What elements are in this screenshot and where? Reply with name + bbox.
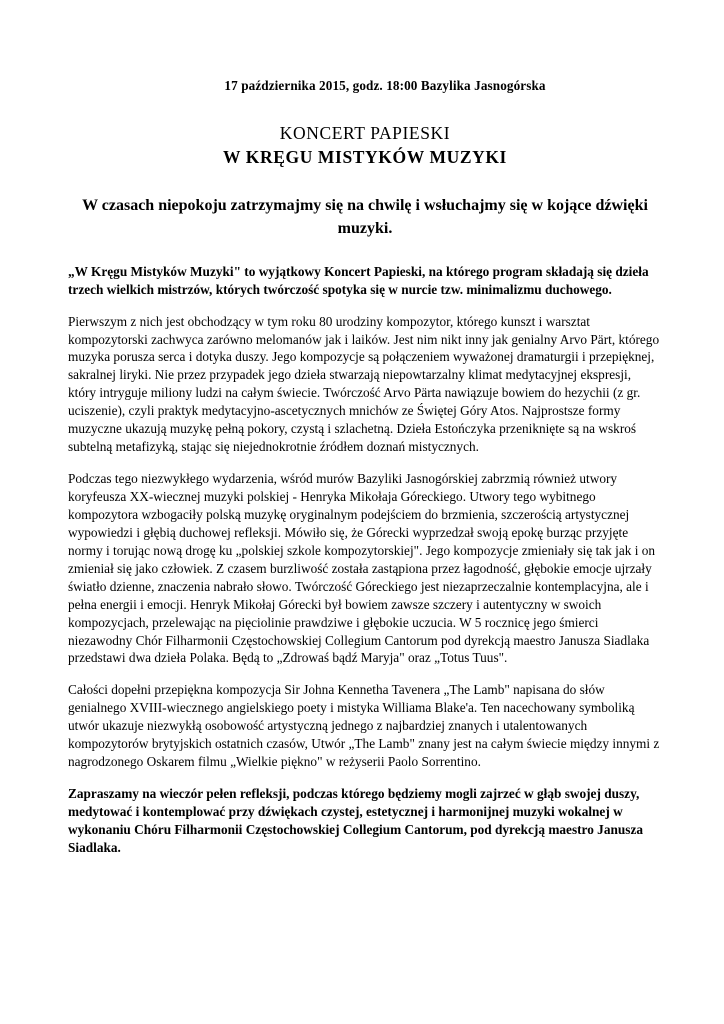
- paragraph-invitation: Zapraszamy na wieczór pełen refleksji, podczas którego będziemy mogli zajrzeć w głąb swojej duszy, medytować i kontemplować przy dźwiękach czystej, estetycznej i harmonijnej muzyki wokalnej w wykonaniu Chóru Filharmonii Częstochowskiej Collegium Cantorum, pod dyrekcją maestro Janusza Siadlaka.: [68, 786, 643, 855]
- paragraph-intro: „W Kręgu Mistyków Muzyki" to wyjątkowy Koncert Papieski, na którego program składają się dzieła trzech wielkich mistrzów, których twórczość spotyka się w nurcie tzw. minimalizmu duchowego.: [68, 263, 649, 297]
- paragraph-gorecki: Podczas tego niezwykłego wydarzenia, wśród murów Bazyliki Jasnogórskiej zabrzmią również utwory koryfeusza XX-wiecznej muzyki polskiej - Henryka Mikołaja Góreckiego. Utwory tego wybitnego kompozytora wzbogaciły polską muzykę oryginalnym podejściem do brzmienia, szczerością artystycznej wypowiedzi i głębią duchowej refleksji. Mówiło się, że Górecki wyprzedzał swoją epokę burząc przyjęte normy i torując nową drogę ku „polskiej szkole kompozytorskiej". Jego kompozycje zmieniały się tak jak i on zmieniał się jako człowiek. Z czasem burzliwość została zastąpiona przez łagodność, głębokie emocje ujrzały światło dzienne, znaczenia nabrało słowo. Twórczość Góreckiego jest niezaprzeczalnie kontemplacyjna, ale i pełna energii i emocji. Henryk Mikołaj Górecki był bowiem zawsze szczery i autentyczny w swoich kompozycjach, przelewając na pięciolinie prawdziwe i głębokie uczucia. W 5 rocznicę jego śmierci niezawodny Chór Filharmonii Częstochowskiej Collegium Cantorum pod dyrekcją maestro Janusza Siadlaka przedstawi dwa dzieła Polaka. Będą to „Zdrowaś bądź Maryja" oraz „Totus Tuus".: [68, 471, 656, 666]
- concert-title-secondary: W KRĘGU MISTYKÓW MUZYKI: [223, 146, 507, 167]
- concert-title-block: [68, 122, 662, 169]
- lead-paragraph: W czasach niepokoju zatrzymajmy się na chwilę i wsłuchajmy się w kojące dźwięki muzyki.: [82, 197, 648, 237]
- paragraph-tavener: Całości dopełni przepiękna kompozycja Sir Johna Kennetha Tavenera „The Lamb" napisana do słów genialnego XVIII-wiecznego angielskiego poety i mistyka Williama Blake'a. Ten nacechowany symboliką utwór ukazuje niezwykłą osobowość artystyczną jednego z najbardziej znanych i utalentowanych kompozytorów brytyjskich ostatnich czasów, Utwór „The Lamb" znany jest na całym świecie między innymi z nagrodzonego Oskarem filmu „Wielkie piękno" w reżyserii Paolo Sorrentino.: [68, 682, 660, 770]
- concert-title-primary: KONCERT PAPIESKI: [279, 123, 451, 143]
- document-header-date-venue: 17 października 2015, godz. 18:00 Bazylika Jasnogórska: [224, 78, 546, 93]
- paragraph-part: Pierwszym z nich jest obchodzący w tym roku 80 urodziny kompozytor, którego kunszt i warsztat kompozytorski zachwyca zarówno melomanów jak i laików. Jest nim nikt inny jak genialny Arvo Pärt, którego muzyka porusza serca i dotyka duszy. Jego kompozycje są połączeniem wyważonej dramaturgii i przepięknej, sakralnej liryki. Nie przez przypadek jego dzieła stwarzają niepowtarzalny klimat medytacyjnej ekspresji, który intryguje miliony ludzi na całym świecie. Twórczość Arvo Pärta nawiązuje bowiem do hezychii (z gr. uciszenie), czyli praktyk medytacyjno-ascetycznych mnichów ze Świętej Góry Atos. Najprostsze formy muzyczne ukazują muzykę pełną pokory, czystą i szlachetną. Dzieła Estończyka przeniknięte są na wskroś subtelną metafizyką, stając się niejednokrotnie źródłem doznań mistycznych.: [68, 313, 660, 455]
